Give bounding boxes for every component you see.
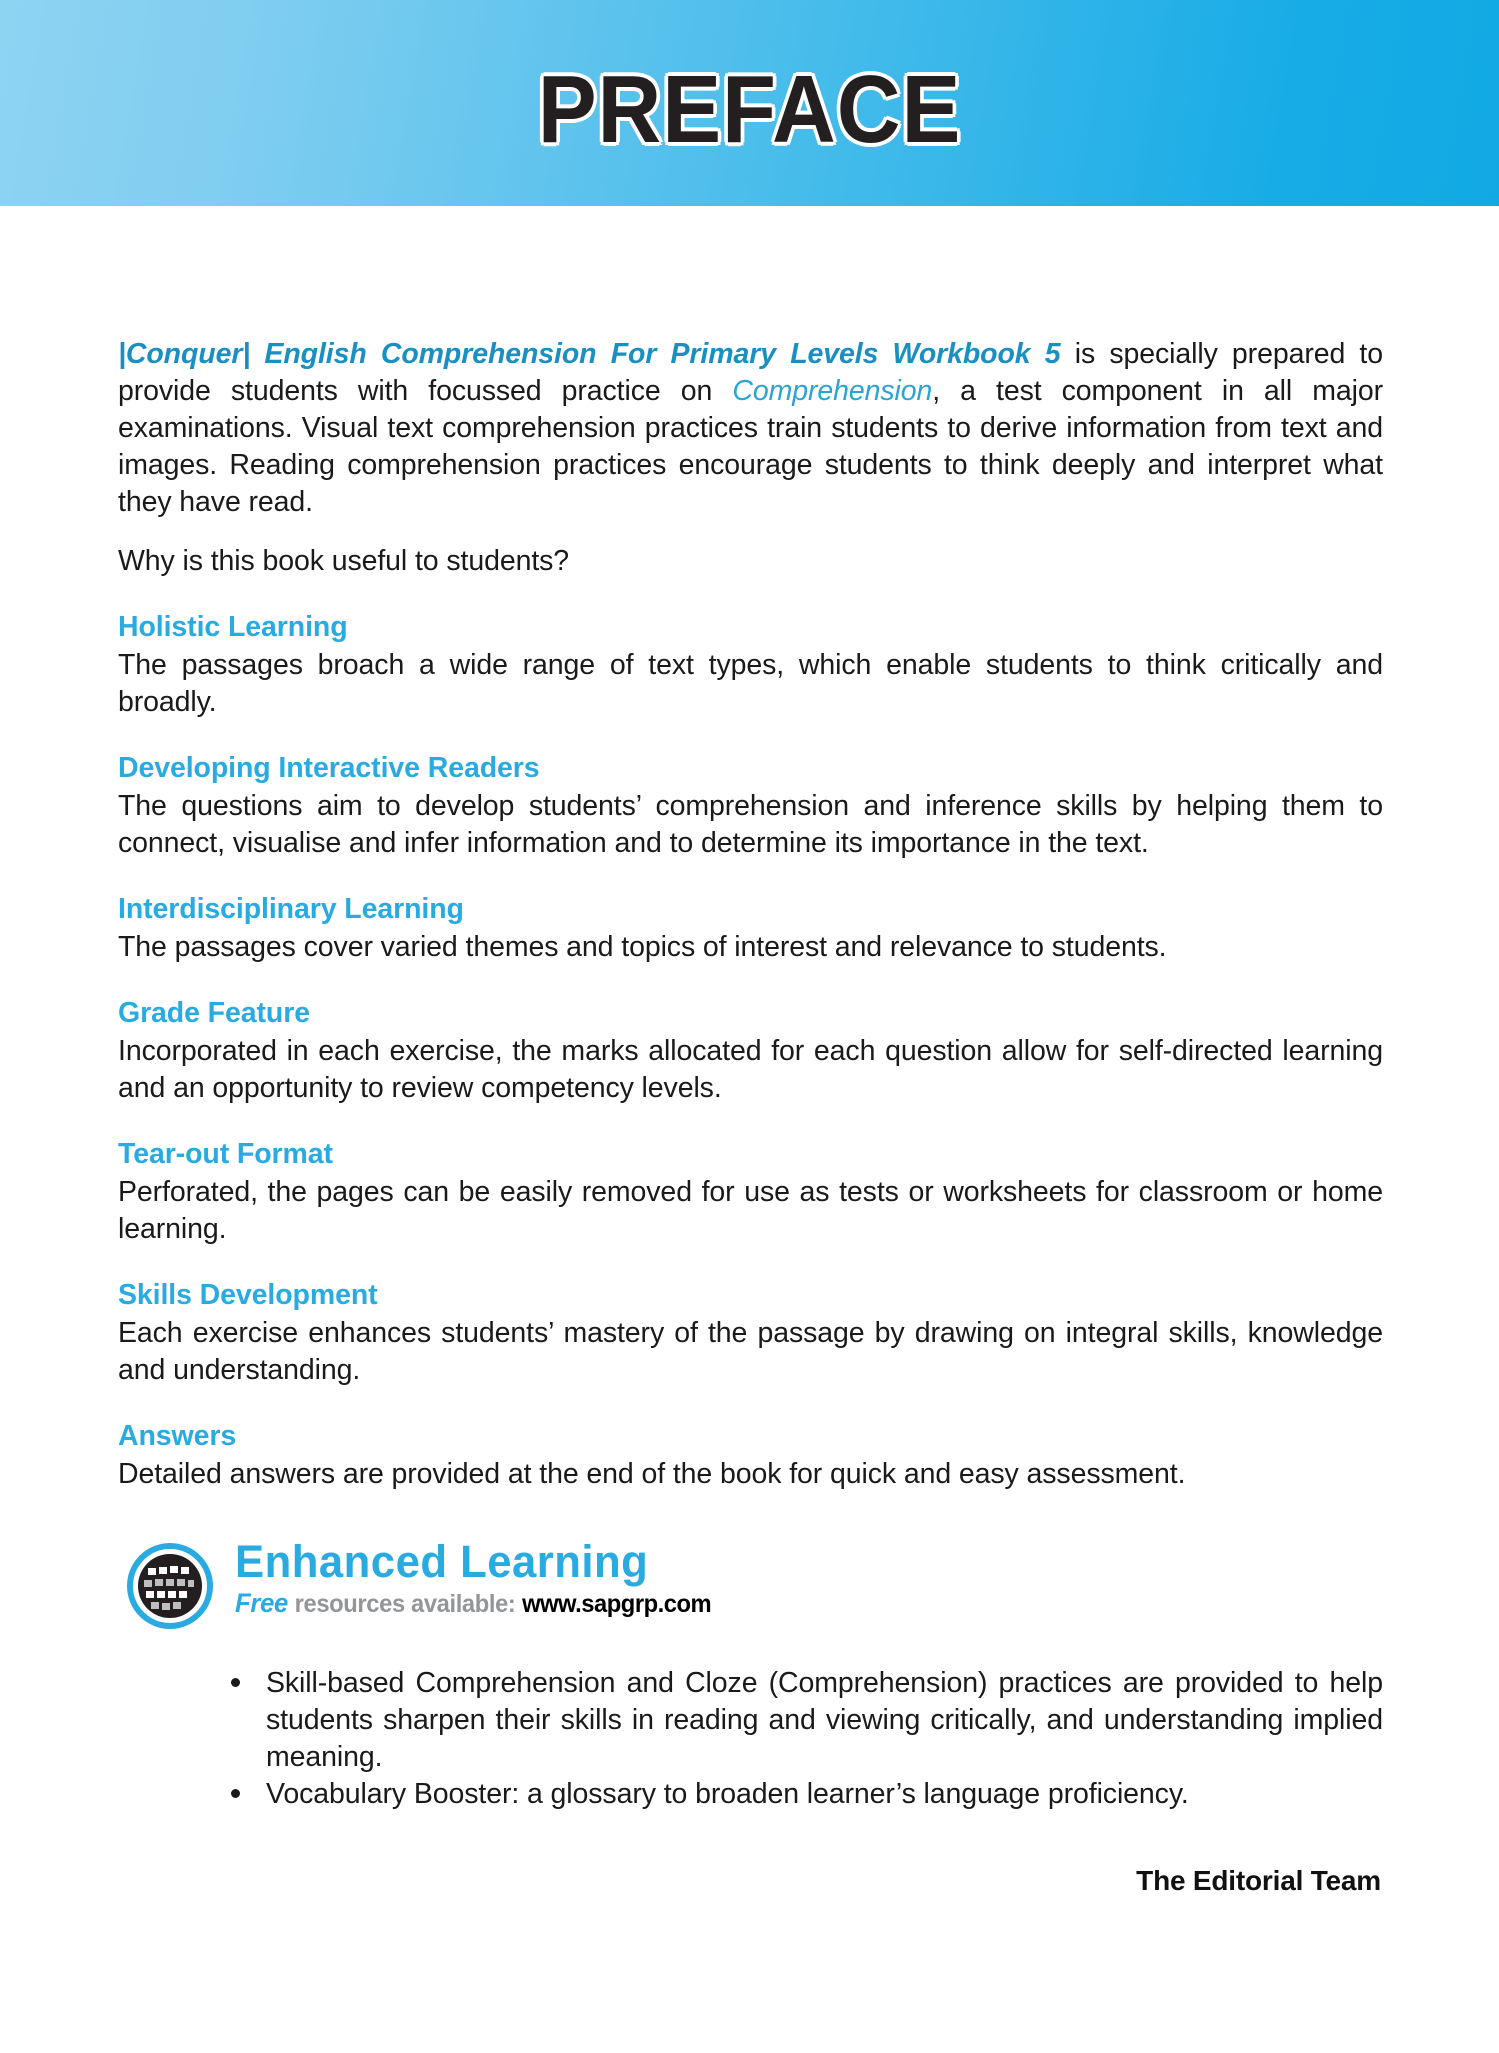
book-title: |Conquer| English Comprehension For Primary Levels Workbook 5 <box>118 338 1061 370</box>
intro-paragraph <box>118 336 1383 521</box>
section-body: The passages broach a wide range of text types, which enable students to think critically and broadly. <box>118 649 1383 718</box>
section-developing-interactive-readers <box>118 750 1383 862</box>
intro-text-part1: is specially prepared to provide students with focussed practice on <box>118 338 1383 407</box>
list-item-label: Vocabulary Booster: a glossary to broaden learner’s language proficiency. <box>266 1778 1189 1810</box>
section-skills-development <box>118 1277 1383 1389</box>
bullet-dot-icon <box>231 1789 240 1798</box>
section-body: Incorporated in each exercise, the marks allocated for each question allow for self-directed learning and an opportunity to review competency levels. <box>118 1035 1383 1104</box>
section-body: Perforated, the pages can be easily removed for use as tests or worksheets for classroom or home learning. <box>118 1176 1383 1245</box>
intro-question: Why is this book useful to students? <box>118 545 570 577</box>
enhanced-learning-title: Enhanced Learning <box>235 1536 649 1587</box>
enhanced-learning-text <box>235 1537 736 1619</box>
list-item <box>118 1776 1383 1813</box>
intro-text-part2: , a test component in all major examinations. Visual text comprehension practices train students to derive information from text and images. Reading comprehension practices encourage students to think deeply and interpret what they have read. <box>118 375 1383 518</box>
enhanced-learning-block <box>127 1537 1383 1649</box>
section-heading: Answers <box>118 1420 237 1452</box>
section-heading: Developing Interactive Readers <box>118 752 540 784</box>
section-body: The passages cover varied themes and topics of interest and relevance to students. <box>118 931 1167 963</box>
page-header-banner <box>0 0 1499 206</box>
section-body: Detailed answers are provided at the end of the book for quick and easy assessment. <box>118 1458 1186 1490</box>
section-body: The questions aim to develop students’ comprehension and inference skills by helping them to connect, visualise and infer information and to determine its importance in the text. <box>118 790 1383 859</box>
enhanced-learning-subtitle <box>235 1588 711 1619</box>
section-heading: Interdisciplinary Learning <box>118 893 464 925</box>
section-body: Each exercise enhances students’ mastery of the passage by drawing on integral skills, knowledge and understanding. <box>118 1317 1383 1386</box>
enhanced-learning-bullets <box>118 1665 1383 1813</box>
website-url[interactable]: www.sapgrp.com <box>522 1590 712 1618</box>
resources-label: resources available: <box>294 1590 516 1618</box>
section-grade-feature <box>118 995 1383 1107</box>
section-heading: Skills Development <box>118 1279 378 1311</box>
section-interdisciplinary-learning <box>118 891 1383 966</box>
film-strip-circle-icon <box>127 1543 213 1629</box>
section-tear-out-format <box>118 1136 1383 1248</box>
bullet-dot-icon <box>231 1678 240 1687</box>
intro-emphasis: Comprehension <box>732 375 933 407</box>
preface-content <box>118 336 1383 1897</box>
editorial-team-signature: The Editorial Team <box>1136 1865 1381 1896</box>
section-holistic-learning <box>118 609 1383 721</box>
list-item <box>118 1665 1383 1776</box>
section-answers <box>118 1418 1383 1493</box>
free-label: Free <box>235 1588 289 1618</box>
list-item-label: Skill-based Comprehension and Cloze (Comprehension) practices are provided to help students sharpen their skills in reading and viewing critically, and understanding implied meaning. <box>266 1667 1383 1773</box>
page-title: PREFACE <box>537 56 962 163</box>
section-heading: Grade Feature <box>118 997 310 1029</box>
section-heading: Holistic Learning <box>118 611 348 643</box>
section-heading: Tear-out Format <box>118 1138 333 1170</box>
